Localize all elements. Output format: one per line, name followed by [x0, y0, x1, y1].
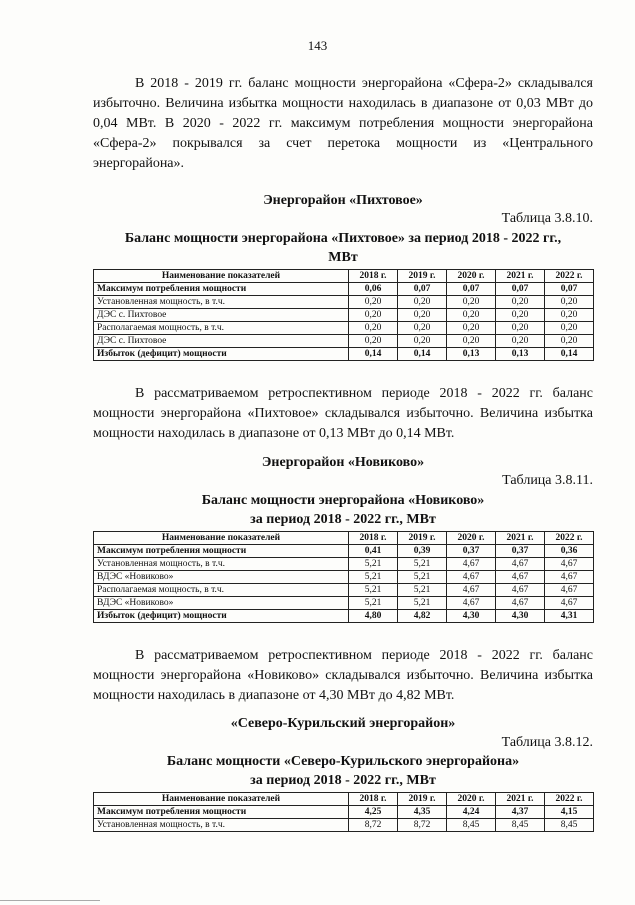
table-header-row: [94, 532, 594, 545]
value-cell: 4,67: [447, 558, 496, 571]
section-title-severo-kurilsky: «Северо-Курильский энергорайон»: [230, 716, 456, 731]
row-label-cell: ДЭС с. Пихтовое: [94, 335, 349, 348]
scan-edge-mark: [0, 900, 100, 905]
balance-table-novikovo: [93, 531, 594, 623]
value-cell: 8,45: [447, 819, 496, 832]
value-cell: 4,67: [545, 597, 594, 610]
value-cell: 0,07: [447, 283, 496, 296]
value-cell: 0,14: [545, 348, 594, 361]
value-cell: 0,20: [496, 322, 545, 335]
row-label-cell: ВДЭС «Новиково»: [94, 597, 349, 610]
value-cell: 0,39: [398, 545, 447, 558]
value-cell: 0,20: [398, 309, 447, 322]
row-label-cell: Максимум потребления мощности: [94, 545, 349, 558]
value-cell: 0,20: [398, 322, 447, 335]
value-cell: 4,35: [398, 806, 447, 819]
value-cell: 0,20: [349, 309, 398, 322]
value-cell: 0,37: [496, 545, 545, 558]
value-cell: 5,21: [398, 558, 447, 571]
row-label-cell: ДЭС с. Пихтовое: [94, 309, 349, 322]
value-cell: 0,36: [545, 545, 594, 558]
value-cell: 0,20: [398, 296, 447, 309]
value-cell: 4,24: [447, 806, 496, 819]
value-cell: 0,20: [545, 309, 594, 322]
value-cell: 5,21: [349, 584, 398, 597]
value-cell: 8,45: [545, 819, 594, 832]
value-cell: 0,07: [398, 283, 447, 296]
value-cell: 5,21: [398, 584, 447, 597]
table-row: [94, 584, 594, 597]
value-cell: 0,20: [545, 322, 594, 335]
value-cell: 4,80: [349, 610, 398, 623]
value-cell: 4,30: [447, 610, 496, 623]
value-cell: 4,67: [447, 584, 496, 597]
caption-line: МВт: [328, 250, 358, 265]
value-cell: 4,15: [545, 806, 594, 819]
value-cell: 4,31: [545, 610, 594, 623]
section-title-pikhtovoe: Энергорайон «Пихтовое»: [263, 193, 423, 208]
row-label-cell: Располагаемая мощность, в т.ч.: [94, 322, 349, 335]
value-cell: 0,20: [447, 296, 496, 309]
row-label-cell: Установленная мощность, в т.ч.: [94, 296, 349, 309]
balance-table-pikhtovoe: [93, 269, 594, 361]
value-cell: 0,14: [349, 348, 398, 361]
caption-line: за период 2018 - 2022 гг., МВт: [250, 773, 436, 788]
table-row: [94, 558, 594, 571]
column-header-indicator: Наименование показателей: [94, 270, 349, 283]
column-header-year: 2020 г.: [447, 793, 496, 806]
value-cell: 8,72: [349, 819, 398, 832]
row-label-cell: Максимум потребления мощности: [94, 283, 349, 296]
value-cell: 4,67: [496, 558, 545, 571]
value-cell: 0,20: [447, 322, 496, 335]
column-header-year: 2020 г.: [447, 532, 496, 545]
value-cell: 0,20: [545, 335, 594, 348]
paragraph-sfera: В 2018 - 2019 гг. баланс мощности энергорайона «Сфера-2» складывался избыточно. Величина избытка мощности находилась в диапазоне от 0,03 МВт до 0,04 МВт. В 2020 - 2022 гг. максимум потребления мощности энергорайона «Сфера-2» покрывался за счет перетока мощности из «Центрального энергорайона».: [93, 76, 593, 171]
page-number: 143: [307, 38, 328, 53]
value-cell: 4,67: [545, 584, 594, 597]
table-label-3-8-11: Таблица 3.8.11.: [502, 473, 593, 488]
value-cell: 4,67: [447, 597, 496, 610]
column-header-year: 2021 г.: [496, 270, 545, 283]
value-cell: 0,20: [349, 335, 398, 348]
column-header-year: 2021 г.: [496, 793, 545, 806]
caption-line: Баланс мощности «Северо-Курильского энергорайона»: [166, 754, 520, 769]
value-cell: 0,20: [349, 322, 398, 335]
value-cell: 4,67: [496, 584, 545, 597]
table-label-3-8-12: Таблица 3.8.12.: [501, 735, 593, 750]
value-cell: 0,13: [447, 348, 496, 361]
column-header-year: 2018 г.: [349, 532, 398, 545]
value-cell: 0,20: [447, 309, 496, 322]
table-row: [94, 610, 594, 623]
table-row: [94, 309, 594, 322]
value-cell: 4,30: [496, 610, 545, 623]
caption-line: Баланс мощности энергорайона «Новиково»: [201, 493, 485, 508]
column-header-year: 2021 г.: [496, 532, 545, 545]
table-row: [94, 348, 594, 361]
table-header-row: [94, 793, 594, 806]
table-row: [94, 806, 594, 819]
value-cell: 4,67: [496, 597, 545, 610]
value-cell: 8,45: [496, 819, 545, 832]
value-cell: 0,20: [349, 296, 398, 309]
balance-table-severo-kurilsky: [93, 792, 594, 832]
column-header-indicator: Наименование показателей: [94, 793, 349, 806]
row-label-cell: Максимум потребления мощности: [94, 806, 349, 819]
row-label-cell: Установленная мощность, в т.ч.: [94, 819, 349, 832]
column-header-year: 2018 г.: [349, 270, 398, 283]
value-cell: 0,20: [496, 296, 545, 309]
caption-line: за период 2018 - 2022 гг., МВт: [250, 512, 436, 527]
column-header-year: 2022 г.: [545, 532, 594, 545]
paragraph-novikovo: В рассматриваемом ретроспективном периоде 2018 - 2022 гг. баланс мощности энергорайона «Новиково» складывался избыточно. Величина избытка мощности находилась в диапазоне от 4,30 МВт до 4,82 МВт.: [93, 648, 593, 703]
value-cell: 0,20: [545, 296, 594, 309]
value-cell: 0,20: [496, 309, 545, 322]
value-cell: 0,07: [545, 283, 594, 296]
table-caption-pikhtovoe: [93, 229, 593, 267]
value-cell: 5,21: [398, 571, 447, 584]
column-header-year: 2019 г.: [398, 270, 447, 283]
table-row: [94, 571, 594, 584]
value-cell: 0,14: [398, 348, 447, 361]
table-row: [94, 819, 594, 832]
value-cell: 0,20: [447, 335, 496, 348]
value-cell: 4,67: [545, 571, 594, 584]
row-label-cell: Избыток (дефицит) мощности: [94, 348, 349, 361]
caption-line: Баланс мощности энергорайона «Пихтовое» за период 2018 - 2022 гг.,: [124, 231, 562, 246]
value-cell: 5,21: [349, 571, 398, 584]
value-cell: 4,37: [496, 806, 545, 819]
table-row: [94, 296, 594, 309]
section-title-novikovo: Энергорайон «Новиково»: [261, 455, 425, 470]
table-header-row: [94, 270, 594, 283]
table-label-3-8-10: Таблица 3.8.10.: [501, 211, 593, 226]
table-caption-severo-kurilsky: [93, 752, 593, 790]
column-header-year: 2022 г.: [545, 270, 594, 283]
row-label-cell: ВДЭС «Новиково»: [94, 571, 349, 584]
value-cell: 0,41: [349, 545, 398, 558]
table-row: [94, 545, 594, 558]
value-cell: 0,37: [447, 545, 496, 558]
value-cell: 5,21: [398, 597, 447, 610]
value-cell: 4,67: [496, 571, 545, 584]
value-cell: 4,67: [447, 571, 496, 584]
column-header-year: 2019 г.: [398, 793, 447, 806]
value-cell: 4,67: [545, 558, 594, 571]
column-header-year: 2022 г.: [545, 793, 594, 806]
table-row: [94, 335, 594, 348]
value-cell: 0,20: [398, 335, 447, 348]
value-cell: 5,21: [349, 597, 398, 610]
row-label-cell: Установленная мощность, в т.ч.: [94, 558, 349, 571]
table-row: [94, 597, 594, 610]
table-caption-novikovo: [93, 491, 593, 529]
column-header-year: 2019 г.: [398, 532, 447, 545]
value-cell: 8,72: [398, 819, 447, 832]
value-cell: 0,07: [496, 283, 545, 296]
value-cell: 4,82: [398, 610, 447, 623]
value-cell: 4,25: [349, 806, 398, 819]
column-header-year: 2020 г.: [447, 270, 496, 283]
value-cell: 0,06: [349, 283, 398, 296]
row-label-cell: Располагаемая мощность, в т.ч.: [94, 584, 349, 597]
table-row: [94, 283, 594, 296]
column-header-year: 2018 г.: [349, 793, 398, 806]
paragraph-pikhtovoe: В рассматриваемом ретроспективном периоде 2018 - 2022 гг. баланс мощности энергорайона «Пихтовое» складывался избыточно. Величина избытка мощности находилась в диапазоне от 0,13 МВт до 0,14 МВт.: [93, 386, 593, 441]
value-cell: 0,20: [496, 335, 545, 348]
row-label-cell: Избыток (дефицит) мощности: [94, 610, 349, 623]
column-header-indicator: Наименование показателей: [94, 532, 349, 545]
value-cell: 5,21: [349, 558, 398, 571]
value-cell: 0,13: [496, 348, 545, 361]
table-row: [94, 322, 594, 335]
